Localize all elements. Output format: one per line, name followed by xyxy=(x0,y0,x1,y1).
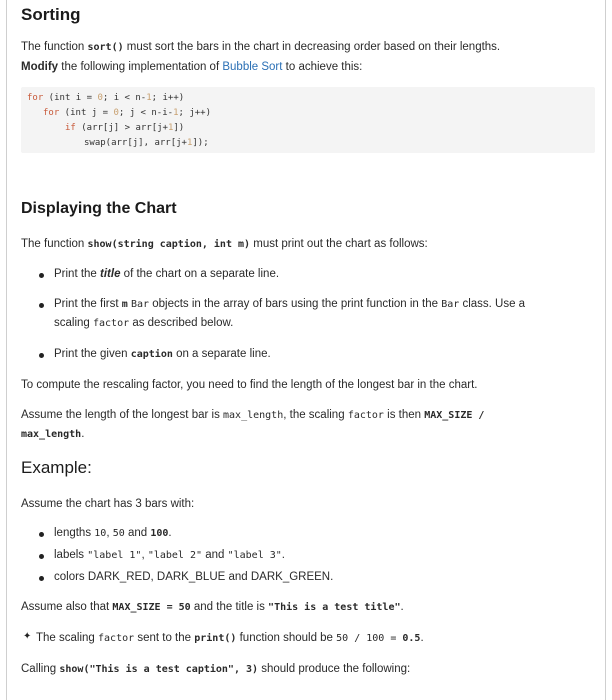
text: labels xyxy=(54,549,88,561)
text: scaling xyxy=(54,317,93,329)
text: Print the xyxy=(54,268,101,280)
bullet-icon xyxy=(39,532,44,537)
inline-code: factor xyxy=(347,410,384,421)
code-number: 1 xyxy=(167,123,174,133)
text: must sort the bars in the chart in decreasing order based on their lengths. xyxy=(123,41,501,53)
text: lengths xyxy=(54,527,95,539)
code-line-3 xyxy=(65,123,184,133)
inline-code: show("This is a test caption", 3) xyxy=(59,664,259,675)
inline-code: "This is a test title" xyxy=(268,602,401,613)
inline-code: Bar xyxy=(130,299,150,310)
bubble-sort-link[interactable]: Bubble Sort xyxy=(222,61,283,73)
text: . xyxy=(168,527,172,539)
star-bullet-icon: ✦ xyxy=(23,631,32,642)
inline-code: 0.5 xyxy=(402,633,421,644)
text: Assume the length of the longest bar is xyxy=(21,409,224,421)
inline-code: "label 3" xyxy=(227,550,282,561)
text: , xyxy=(150,571,157,583)
code-number: 0 xyxy=(97,93,103,103)
inline-code: 10 xyxy=(94,528,107,539)
display-paragraph-3-line-2 xyxy=(21,427,84,442)
text: , xyxy=(106,527,113,539)
text: on a separate line. xyxy=(172,348,271,360)
inline-code: Bar xyxy=(441,299,460,310)
display-paragraph-3-line-1 xyxy=(21,408,484,423)
sorting-paragraph-2 xyxy=(21,60,362,75)
color-name: DARK_RED xyxy=(87,571,151,583)
display-bullet-2-line-1 xyxy=(54,297,525,312)
bullet-icon xyxy=(39,353,44,358)
code-text: ; j < n-i- xyxy=(118,108,174,118)
code-text: swap(arr[j], arr[j+ xyxy=(84,138,187,148)
text: Calling xyxy=(21,663,60,675)
text: colors xyxy=(54,571,88,583)
code-line-2 xyxy=(43,108,211,118)
inline-code: factor xyxy=(93,318,130,329)
text: is then xyxy=(383,409,425,421)
color-name: DARK_GREEN xyxy=(250,571,331,583)
text: and xyxy=(124,527,151,539)
code-text: ; i++) xyxy=(151,93,185,103)
inline-code: "label 1" xyxy=(87,550,142,561)
example-paragraph-4 xyxy=(21,662,410,677)
display-bullet-1 xyxy=(54,267,279,282)
example-bullet-labels xyxy=(54,548,285,563)
code-line-4 xyxy=(84,138,209,148)
inline-code: max_length xyxy=(223,410,284,421)
keyword: for xyxy=(43,108,60,118)
text: of the chart on a separate line. xyxy=(120,268,280,280)
display-bullet-3 xyxy=(54,347,271,362)
keyword: for xyxy=(27,93,44,103)
text: . xyxy=(400,601,404,613)
example-bullet-colors xyxy=(54,570,333,585)
code-number: 1 xyxy=(146,93,152,103)
text: , xyxy=(141,549,148,561)
text: must print out the chart as follows: xyxy=(250,238,428,250)
example-paragraph-3 xyxy=(36,631,424,646)
code-text: ; i < n- xyxy=(102,93,147,103)
inline-code: caption xyxy=(130,349,173,360)
text: The scaling xyxy=(36,632,99,644)
text: The function xyxy=(21,238,88,250)
text: objects in the array of bars using the print function in the xyxy=(149,298,442,310)
text: Print the first xyxy=(54,298,122,310)
inline-code: MAX_SIZE / xyxy=(424,410,485,421)
keyword: if xyxy=(65,123,76,133)
inline-code: 50 xyxy=(112,528,125,539)
inline-code: max_length xyxy=(21,429,82,440)
bold-text: Modify xyxy=(21,61,59,73)
inline-code: m xyxy=(121,299,128,310)
heading-example: Example: xyxy=(21,458,92,477)
display-bullet-2-line-2 xyxy=(54,316,233,331)
bullet-icon xyxy=(39,554,44,559)
text: . xyxy=(330,571,334,583)
display-paragraph-2: To compute the rescaling factor, you need to find the length of the longest bar in the chart. xyxy=(21,379,478,391)
inline-code: sort() xyxy=(87,42,124,53)
inline-code: 50 / 100 = xyxy=(336,633,403,644)
inline-code: MAX_SIZE = 50 xyxy=(112,602,191,613)
example-paragraph-2 xyxy=(21,600,404,615)
bullet-icon xyxy=(39,273,44,278)
text: . xyxy=(281,549,285,561)
inline-code: "label 2" xyxy=(147,550,203,561)
text: should produce the following: xyxy=(258,663,411,675)
bullet-icon xyxy=(39,303,44,308)
inline-code: 100 xyxy=(150,528,169,539)
code-number: 1 xyxy=(173,108,179,118)
color-name: DARK_BLUE xyxy=(156,571,226,583)
code-number: 0 xyxy=(113,108,119,118)
text: Assume also that xyxy=(21,601,113,613)
code-text: ]); xyxy=(192,138,209,148)
display-paragraph-1 xyxy=(21,237,428,252)
example-paragraph-1: Assume the chart has 3 bars with: xyxy=(21,498,195,510)
code-text: (int j = xyxy=(59,108,114,118)
code-text: ]) xyxy=(173,123,185,133)
heading-displaying-chart: Displaying the Chart xyxy=(21,200,177,217)
text: and xyxy=(202,549,228,561)
sorting-paragraph-1 xyxy=(21,40,500,55)
text: function should be xyxy=(236,632,337,644)
code-line-1 xyxy=(27,93,184,103)
code-number: 1 xyxy=(186,138,193,148)
text: class. Use a xyxy=(459,298,526,310)
text: and the title is xyxy=(190,601,269,613)
code-text: (int i = xyxy=(43,93,98,103)
text: to achieve this: xyxy=(282,61,363,73)
code-text: (arr[j] > arr[j+ xyxy=(75,123,168,133)
inline-code: show(string caption, int m) xyxy=(87,239,251,250)
text: Print the given xyxy=(54,348,131,360)
inline-code: factor xyxy=(98,633,135,644)
text: sent to the xyxy=(134,632,195,644)
emphasis-text: title xyxy=(100,268,121,280)
text: the following implementation of xyxy=(58,61,223,73)
code-text: ; j++) xyxy=(178,108,211,118)
text: and xyxy=(225,571,251,583)
text: , the scaling xyxy=(283,409,348,421)
example-bullet-lengths xyxy=(54,526,172,541)
text: . xyxy=(81,428,85,440)
text: . xyxy=(420,632,424,644)
text: The function xyxy=(21,41,88,53)
inline-code: print() xyxy=(194,633,237,644)
heading-sorting: Sorting xyxy=(21,5,81,24)
text: as described below. xyxy=(129,317,234,329)
bullet-icon xyxy=(39,576,44,581)
